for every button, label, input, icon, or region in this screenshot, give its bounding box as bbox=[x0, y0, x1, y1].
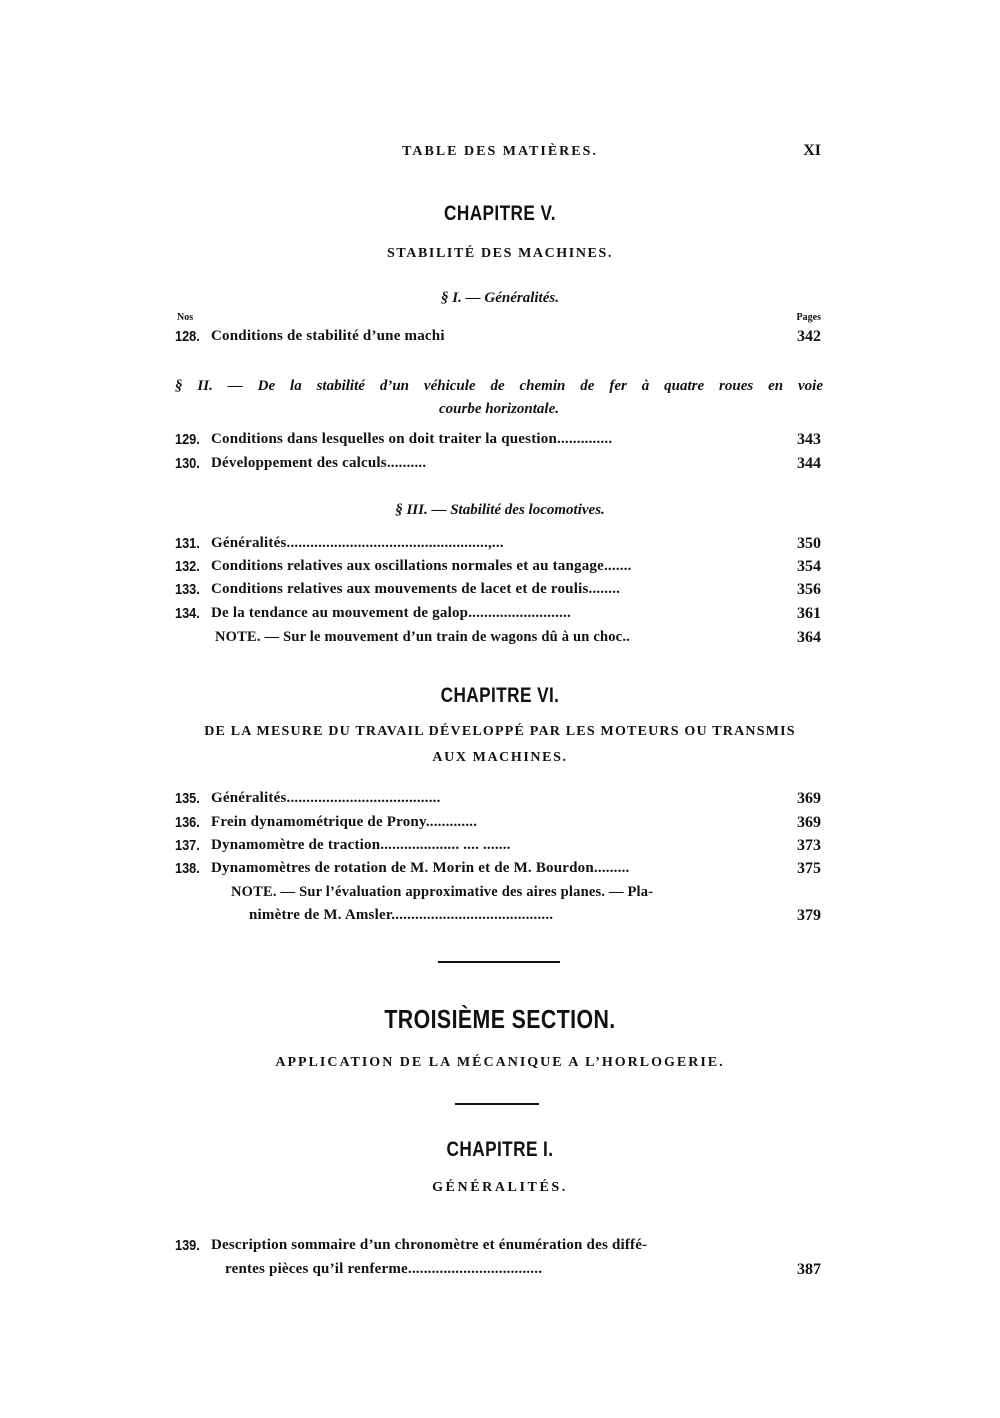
entry-page: 369 bbox=[797, 790, 821, 807]
entry-text: rentes pièces qu’il renferme.................................. bbox=[225, 1261, 543, 1277]
entry-text: Dynamomètres de rotation de M. Morin et de M. Bourdon......... bbox=[211, 860, 630, 876]
entry-page: 343 bbox=[797, 431, 821, 448]
entry-number: 131. bbox=[175, 535, 200, 552]
toc-entry[interactable] bbox=[175, 431, 823, 455]
entry-page: 342 bbox=[797, 328, 821, 345]
divider-rule bbox=[455, 1103, 539, 1105]
entry-text: Conditions dans lesquelles on doit traiter la question.............. bbox=[211, 431, 613, 447]
entry-text: De la tendance au mouvement de galop.......................... bbox=[211, 605, 571, 621]
chapter-i-subtitle: GÉNÉRALITÉS. bbox=[432, 1180, 568, 1195]
page-number: XI bbox=[803, 142, 821, 159]
toc-entry[interactable] bbox=[175, 837, 823, 861]
note-text: NOTE. — Sur l’évaluation approximative des aires planes. — Pla- bbox=[231, 884, 654, 900]
section-2-title bbox=[175, 375, 823, 421]
entry-number: 129. bbox=[175, 431, 200, 448]
entry-page: 361 bbox=[797, 605, 821, 622]
column-pages-header: Pages bbox=[796, 312, 821, 323]
entry-text: Généralités...................................................,... bbox=[211, 535, 504, 551]
entry-text: Généralités....................................... bbox=[211, 790, 441, 806]
entry-text: Conditions de stabilité d’une machi bbox=[211, 328, 445, 344]
section-2-title-line1: § II. — De la stabilité d’un véhicule de chemin de fer à quatre roues en voie bbox=[175, 378, 823, 394]
chapter-vi-subtitle-line2: AUX MACHINES. bbox=[432, 750, 568, 765]
entry-number: 132. bbox=[175, 558, 200, 575]
entry-text: Conditions relatives aux mouvements de lacet et de roulis........ bbox=[211, 581, 621, 597]
entry-page: 369 bbox=[797, 814, 821, 831]
chapter-vi-heading: CHAPITRE VI. bbox=[440, 684, 560, 707]
entry-text: Dynamomètre de traction.................... .... ....... bbox=[211, 837, 511, 853]
note-text: nimètre de M. Amsler......................................... bbox=[249, 907, 554, 923]
running-header bbox=[175, 140, 825, 164]
entry-page: 344 bbox=[797, 455, 821, 472]
toc-entry[interactable] bbox=[175, 860, 823, 884]
toc-entry[interactable] bbox=[175, 790, 823, 814]
toc-entry[interactable] bbox=[175, 1237, 823, 1261]
entry-number: 130. bbox=[175, 455, 200, 472]
section-1-title-text: § I. — Généralités. bbox=[441, 290, 559, 306]
entry-page: 364 bbox=[797, 629, 821, 646]
section-1-title bbox=[175, 290, 825, 307]
entry-page: 387 bbox=[797, 1261, 821, 1278]
entry-text: Frein dynamométrique de Prony............. bbox=[211, 814, 478, 830]
entry-page: 373 bbox=[797, 837, 821, 854]
entry-number: 139. bbox=[175, 1237, 200, 1254]
toc-entry[interactable] bbox=[175, 455, 823, 479]
toc-entry-continuation[interactable] bbox=[175, 1261, 823, 1285]
entry-page: 350 bbox=[797, 535, 821, 552]
entry-number: 134. bbox=[175, 605, 200, 622]
toc-note[interactable] bbox=[175, 884, 823, 908]
toc-entry[interactable] bbox=[175, 328, 823, 352]
section-heading: TROISIÈME SECTION. bbox=[384, 1004, 616, 1034]
chapter-i-heading: CHAPITRE I. bbox=[446, 1138, 554, 1161]
entry-text: Conditions relatives aux oscillations normales et au tangage....... bbox=[211, 558, 632, 574]
entry-number: 133. bbox=[175, 581, 200, 598]
section-2-title-line2: courbe horizontale. bbox=[438, 401, 559, 417]
entry-page: 356 bbox=[797, 581, 821, 598]
entry-number: 135. bbox=[175, 790, 200, 807]
entry-text: Développement des calculs.......... bbox=[211, 455, 427, 471]
toc-entry[interactable] bbox=[175, 814, 823, 838]
toc-note-continuation[interactable] bbox=[175, 907, 823, 931]
entry-text: Description sommaire d’un chronomètre et énumération des diffé- bbox=[211, 1237, 648, 1253]
toc-entry[interactable] bbox=[175, 535, 823, 559]
toc-entry[interactable] bbox=[175, 581, 823, 605]
divider-rule bbox=[438, 961, 560, 963]
note-text: NOTE. — Sur le mouvement d’un train de wagons dû à un choc.. bbox=[215, 629, 630, 645]
entry-number: 137. bbox=[175, 837, 200, 854]
entry-page: 354 bbox=[797, 558, 821, 575]
entry-page: 379 bbox=[797, 907, 821, 924]
chapter-v-subtitle: STABILITÉ DES MACHINES. bbox=[387, 246, 613, 261]
chapter-v-heading: CHAPITRE V. bbox=[443, 202, 557, 225]
running-title: TABLE DES MATIÈRES. bbox=[402, 144, 598, 159]
section-3-title bbox=[175, 502, 825, 519]
section-3-title-text: § III. — Stabilité des locomotives. bbox=[395, 502, 605, 518]
column-number-header: Nos bbox=[177, 312, 194, 323]
toc-note[interactable] bbox=[175, 629, 823, 653]
section-subtitle: APPLICATION DE LA MÉCANIQUE A L’HORLOGERIE. bbox=[275, 1055, 725, 1070]
entry-page: 375 bbox=[797, 860, 821, 877]
toc-entry[interactable] bbox=[175, 605, 823, 629]
toc-entry[interactable] bbox=[175, 558, 823, 582]
entry-number: 138. bbox=[175, 860, 200, 877]
entry-number: 128. bbox=[175, 328, 200, 345]
chapter-vi-subtitle-line1: DE LA MESURE DU TRAVAIL DÉVELOPPÉ PAR LES MOTEURS OU TRANSMIS bbox=[204, 724, 796, 739]
entry-number: 136. bbox=[175, 814, 200, 831]
